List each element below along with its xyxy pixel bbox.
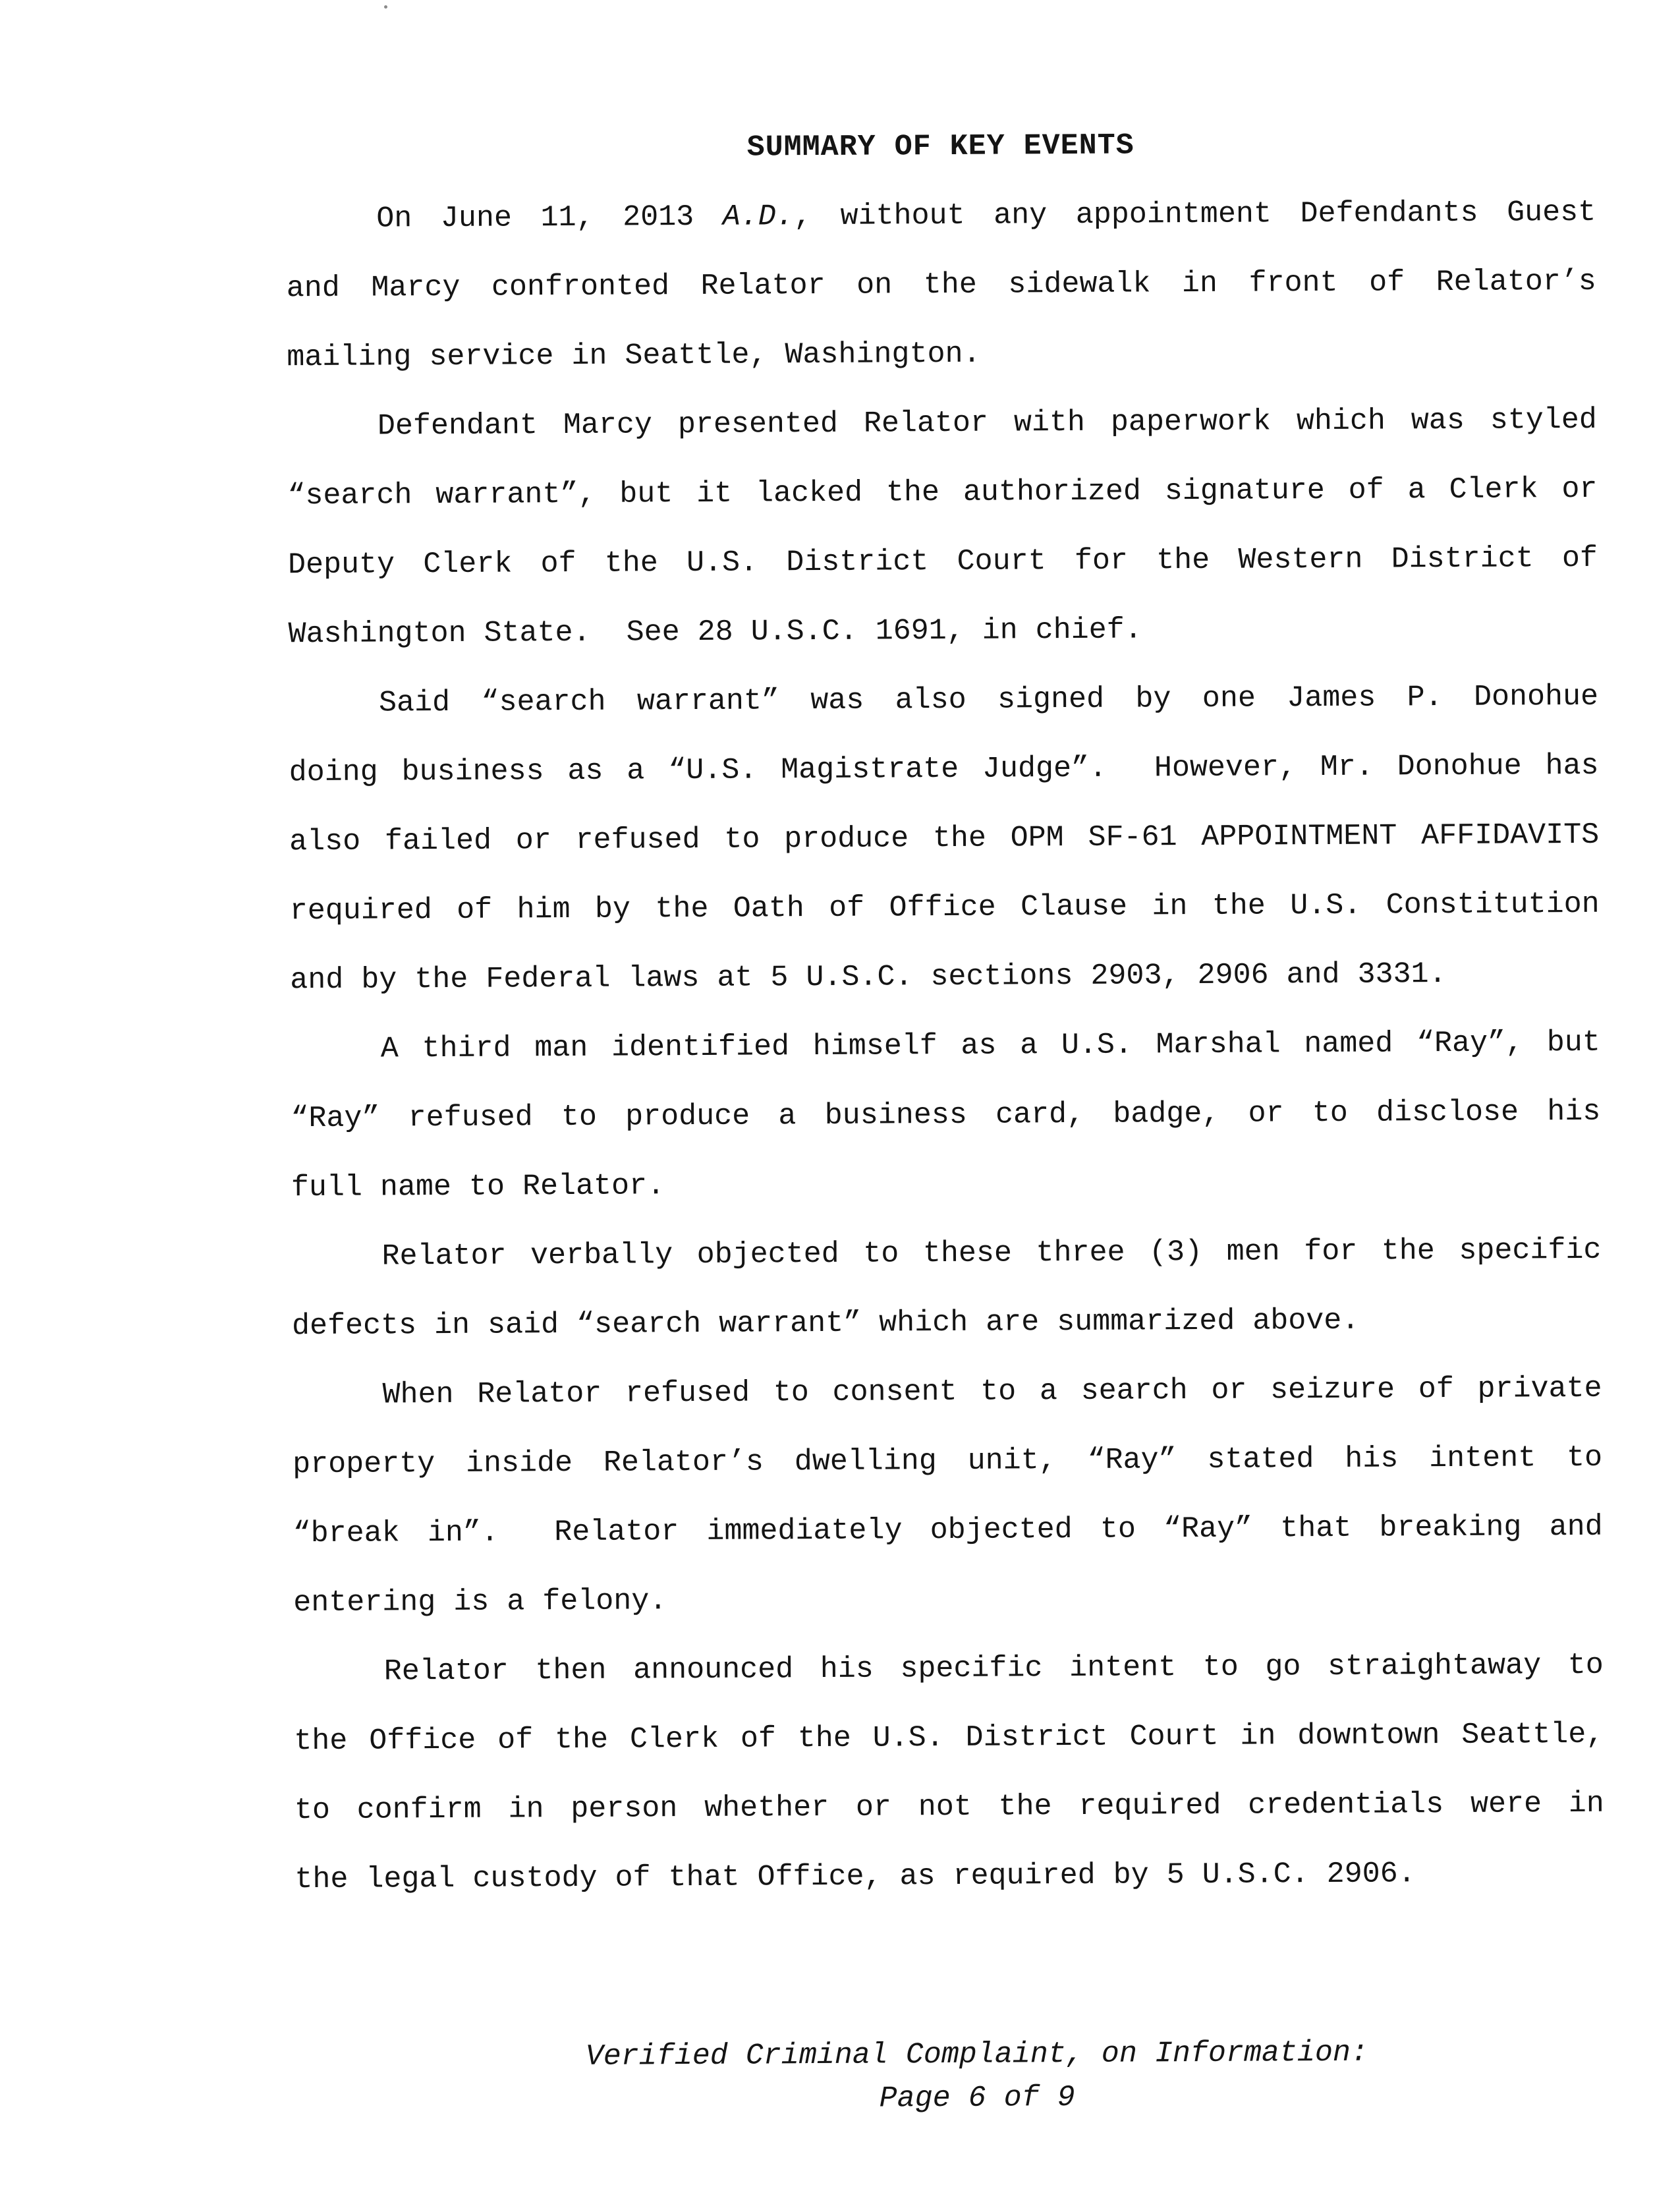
footer-title: Verified Criminal Complaint, on Information:	[585, 2035, 1369, 2074]
text-segment-italic: A.D.	[722, 200, 795, 234]
body-line: property inside Relator’s dwelling unit, “Ray” stated his intent to	[293, 1440, 1603, 1482]
body-line: entering is a felony.	[293, 1584, 667, 1620]
body-line: full name to Relator.	[291, 1169, 665, 1205]
body-line: Washington State. See 28 U.S.C. 1691, in chief.	[288, 613, 1142, 652]
body-line: mailing service in Seattle, Washington.	[287, 337, 981, 375]
body-line: Relator then announced his specific intent to go straightaway to	[383, 1648, 1604, 1689]
text-segment: , without any appointment Defendants Guest	[793, 195, 1596, 234]
body-line: and Marcy confronted Relator on the sidewalk in front of Relator’s	[286, 264, 1596, 306]
body-line: “Ray” refused to produce a business card, badge, or to disclose his	[291, 1094, 1601, 1136]
body-line: Deputy Clerk of the U.S. District Court for the Western District of	[287, 541, 1598, 582]
footer-page-number: Page 6 of 9	[879, 2080, 1075, 2116]
body-line: Said “search warrant” was also signed by one James P. Donohue	[378, 679, 1599, 720]
body-line: doing business as a “U.S. Magistrate Judge”. However, Mr. Donohue has	[289, 749, 1599, 790]
body-line: When Relator refused to consent to a search or seizure of private	[382, 1371, 1602, 1412]
page-footer	[322, 2030, 1633, 2124]
body-line: Relator verbally objected to these three (3) men for the specific	[381, 1233, 1602, 1274]
body-line: and by the Federal laws at 5 U.S.C. sections 2903, 2906 and 3331.	[290, 957, 1447, 998]
body-line: “search warrant”, but it lacked the authorized signature of a Clerk or	[287, 472, 1598, 513]
body-line: also failed or refused to produce the OPM SF-61 APPOINTMENT AFFIDAVITS	[289, 818, 1600, 859]
section-title: SUMMARY OF KEY EVENTS	[746, 128, 1134, 165]
scan-artifact-dot	[384, 5, 387, 9]
body-line: the Office of the Clerk of the U.S. District Court in downtown Seattle,	[294, 1717, 1604, 1759]
body-line: the legal custody of that Office, as required by 5 U.S.C. 2906.	[294, 1857, 1416, 1897]
text-segment: On June 11, 2013	[376, 200, 723, 236]
body-line: A third man identified himself as a U.S. Marshal named “Ray”, but	[380, 1025, 1600, 1066]
document-content	[285, 109, 1606, 2184]
body-line: to confirm in person whether or not the required credentials were in	[294, 1786, 1605, 1828]
body-line	[286, 178, 1596, 254]
body-line: required of him by the Oath of Office Clause in the U.S. Constitution	[289, 887, 1600, 928]
body-line: “break in”. Relator immediately objected to “Ray” that breaking and	[293, 1510, 1603, 1551]
body-line: Defendant Marcy presented Relator with paperwork which was styled	[377, 403, 1598, 443]
body-line: defects in said “search warrant” which are summarized above.	[291, 1303, 1360, 1344]
